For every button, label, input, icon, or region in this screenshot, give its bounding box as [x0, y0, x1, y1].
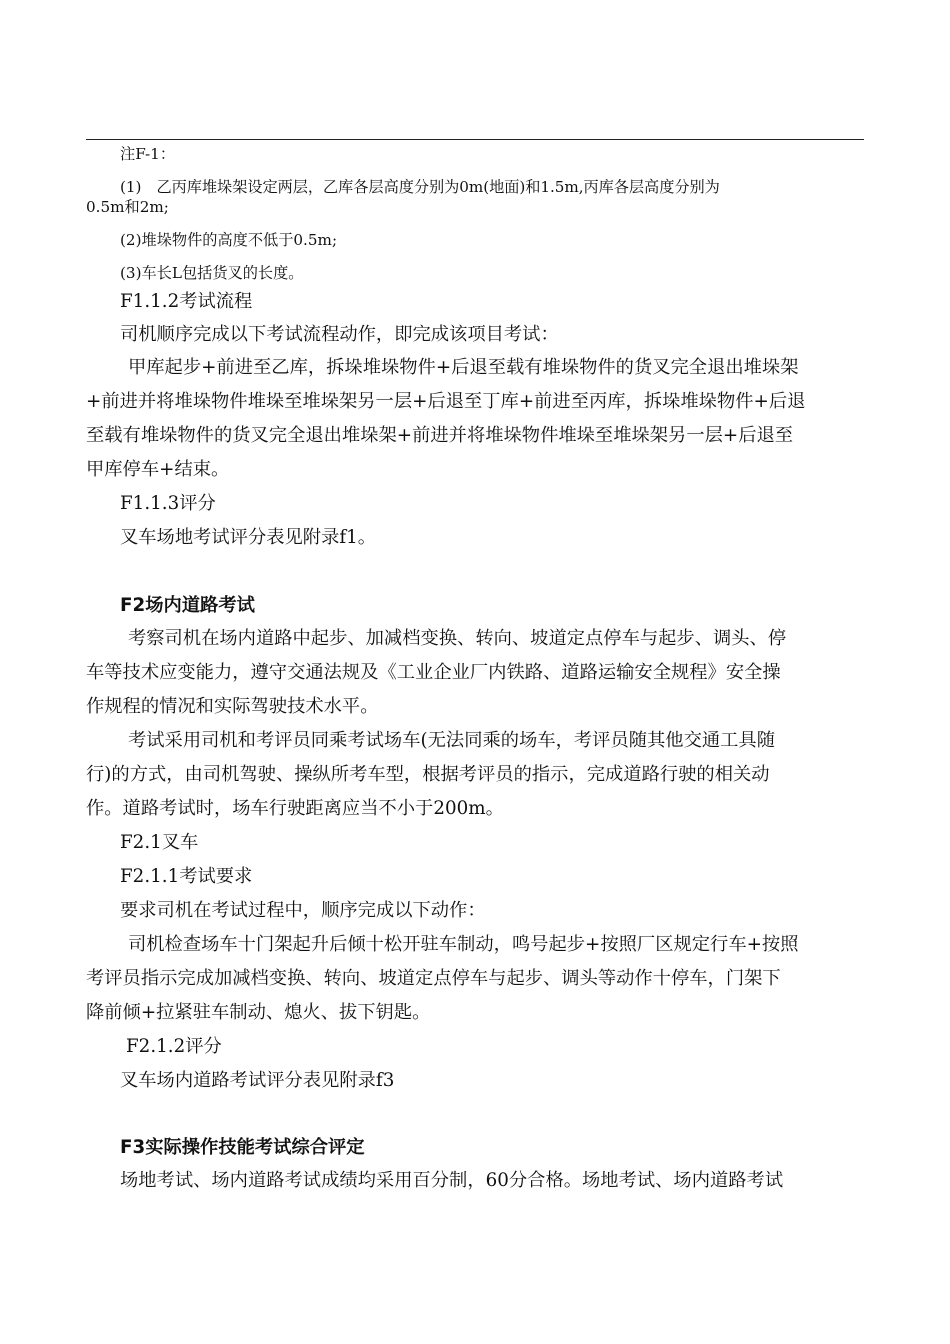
paragraph-line: 作规程的情况和实际驾驶技术水平。: [86, 696, 379, 717]
paragraph-line: 至载有堆垛物件的货叉完全退出堆垛架+前进并将堆垛物件堆垛至堆垛架另一层+后退至: [86, 425, 794, 446]
paragraph-line: 作。道路考试时，场车行驶距离应当不小于200m。: [86, 798, 504, 819]
paragraph-line: 要求司机在考试过程中，顺序完成以下动作：: [120, 900, 486, 921]
paragraph-line: 司机检查场车十门架起升后倾十松开驻车制动，鸣号起步+按照厂区规定行车+按照: [128, 934, 799, 955]
paragraph-line: 考察司机在场内道路中起步、加减档变换、转向、坡道定点停车与起步、调头、停: [128, 628, 787, 649]
note-item-1: (1) 乙丙库堆垛架设定两层，乙库各层高度分别为0m(地面)和1.5m,丙库各层高度分别为: [120, 178, 720, 196]
paragraph-line: 行)的方式，由司机驾驶、操纵所考车型，根据考评员的指示，完成道路行驶的相关动: [86, 764, 770, 785]
paragraph-line: 考试采用司机和考评员同乘考试场车(无法同乘的场车，考评员随其他交通工具随: [128, 730, 775, 751]
section-heading-f21: F2.1叉车: [120, 832, 199, 853]
note-item-3: (3)车长L包括货叉的长度。: [120, 264, 304, 282]
section-heading-f112: F1.1.2考试流程: [120, 291, 253, 312]
note-item-2: (2)堆垛物件的高度不低于0.5m;: [120, 231, 338, 249]
section-heading-f2: F2场内道路考试: [120, 595, 255, 616]
paragraph-line: 叉车场地考试评分表见附录f1。: [120, 527, 377, 548]
note-title: 注F-1：: [120, 145, 176, 163]
note-item-1-cont: 0.5m和2m;: [86, 198, 169, 216]
header-rule: [86, 139, 864, 140]
paragraph-line: 车等技术应变能力，遵守交通法规及《工业企业厂内铁路、道路运输安全规程》安全操: [86, 662, 781, 683]
section-heading-f212: F2.1.2评分: [126, 1036, 222, 1057]
paragraph-line: +前进并将堆垛物件堆垛至堆垛架另一层+后退至丁库+前进至丙库，拆垛堆垛物件+后退: [86, 391, 806, 412]
section-heading-f211: F2.1.1考试要求: [120, 866, 253, 887]
paragraph-line: 考评员指示完成加减档变换、转向、坡道定点停车与起步、调头等动作十停车，门架下: [86, 968, 781, 989]
section-heading-f3: F3实际操作技能考试综合评定: [120, 1137, 365, 1158]
paragraph-line: 场地考试、场内道路考试成绩均采用百分制，60分合格。场地考试、场内道路考试: [120, 1170, 784, 1191]
paragraph-line: 叉车场内道路考试评分表见附录f3: [120, 1070, 395, 1091]
paragraph-line: 甲库停车+结束。: [86, 459, 230, 480]
paragraph-line: 司机顺序完成以下考试流程动作，即完成该项目考试：: [120, 324, 559, 345]
section-heading-f113: F1.1.3评分: [120, 493, 216, 514]
paragraph-line: 甲库起步+前进至乙库，拆垛堆垛物件+后退至载有堆垛物件的货叉完全退出堆垛架: [128, 357, 799, 378]
paragraph-line: 降前倾+拉紧驻车制动、熄火、拔下钥匙。: [86, 1002, 431, 1023]
